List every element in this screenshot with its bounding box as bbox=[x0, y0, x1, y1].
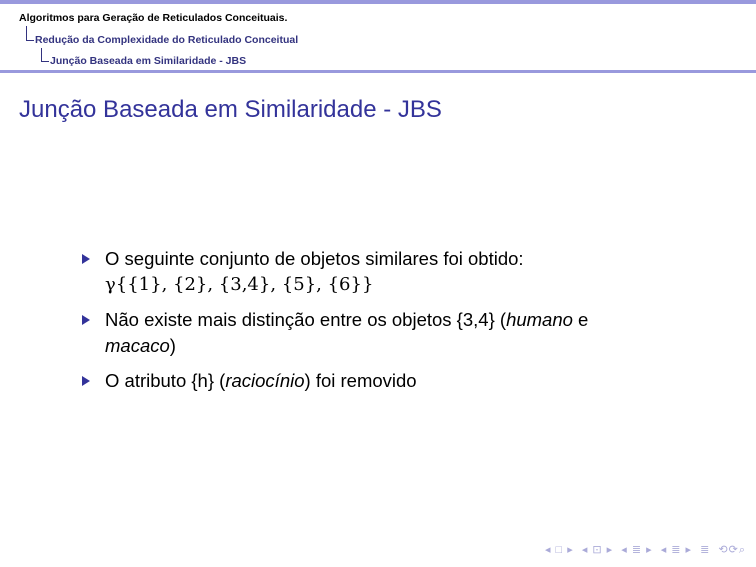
breadcrumb-tree-connector bbox=[41, 48, 49, 62]
item-text: ) bbox=[169, 335, 176, 356]
slide-header bbox=[0, 4, 756, 70]
item-text: ) foi removido bbox=[304, 370, 417, 391]
item-emphasis: macaco bbox=[105, 335, 170, 356]
breadcrumb-subsection[interactable]: Junção Baseada em Similaridade - JBS bbox=[50, 55, 247, 67]
item-text: Não existe mais distinção entre os objetos {3,4} ( bbox=[105, 309, 507, 330]
triangle-bullet-icon bbox=[82, 254, 90, 264]
item-emphasis: humano bbox=[506, 309, 573, 330]
list-item bbox=[79, 368, 679, 394]
frame-title: Junção Baseada em Similaridade - JBS bbox=[19, 96, 442, 123]
beamer-navigation-bar bbox=[541, 543, 746, 557]
breadcrumb-tree-connector bbox=[26, 26, 34, 41]
item-text: O seguinte conjunto de objetos similares foi obtido: bbox=[105, 248, 524, 269]
breadcrumb-presentation[interactable]: Algoritmos para Geração de Reticulados Conceituais. bbox=[19, 12, 288, 24]
triangle-bullet-icon bbox=[82, 376, 90, 386]
item-text: e bbox=[572, 309, 589, 330]
item-text: O atributo {h} ( bbox=[105, 370, 226, 391]
bullet-list bbox=[79, 246, 679, 403]
nav-section-icon[interactable]: ◂ ≣ ▸ bbox=[621, 544, 653, 556]
nav-section-icon[interactable]: ◂ ≣ ▸ bbox=[660, 544, 693, 556]
nav-search-icon[interactable]: ⟲⟳⌕ bbox=[718, 544, 746, 556]
nav-frame-icon[interactable]: ◂ □ ▸ bbox=[544, 544, 574, 556]
breadcrumb-section[interactable]: Redução da Complexidade do Reticulado Conceitual bbox=[35, 34, 299, 46]
list-item bbox=[79, 246, 679, 298]
item-emphasis: raciocínio bbox=[225, 370, 305, 391]
nav-align-icon[interactable]: ≣ bbox=[700, 544, 711, 556]
math-expression: γ{{1}, {2}, {3,4}, {5}, {6}} bbox=[105, 274, 374, 295]
nav-subsection-icon[interactable]: ◂ ⊡ ▸ bbox=[581, 544, 614, 556]
list-item bbox=[79, 307, 679, 359]
header-divider bbox=[0, 70, 756, 73]
triangle-bullet-icon bbox=[82, 315, 90, 325]
